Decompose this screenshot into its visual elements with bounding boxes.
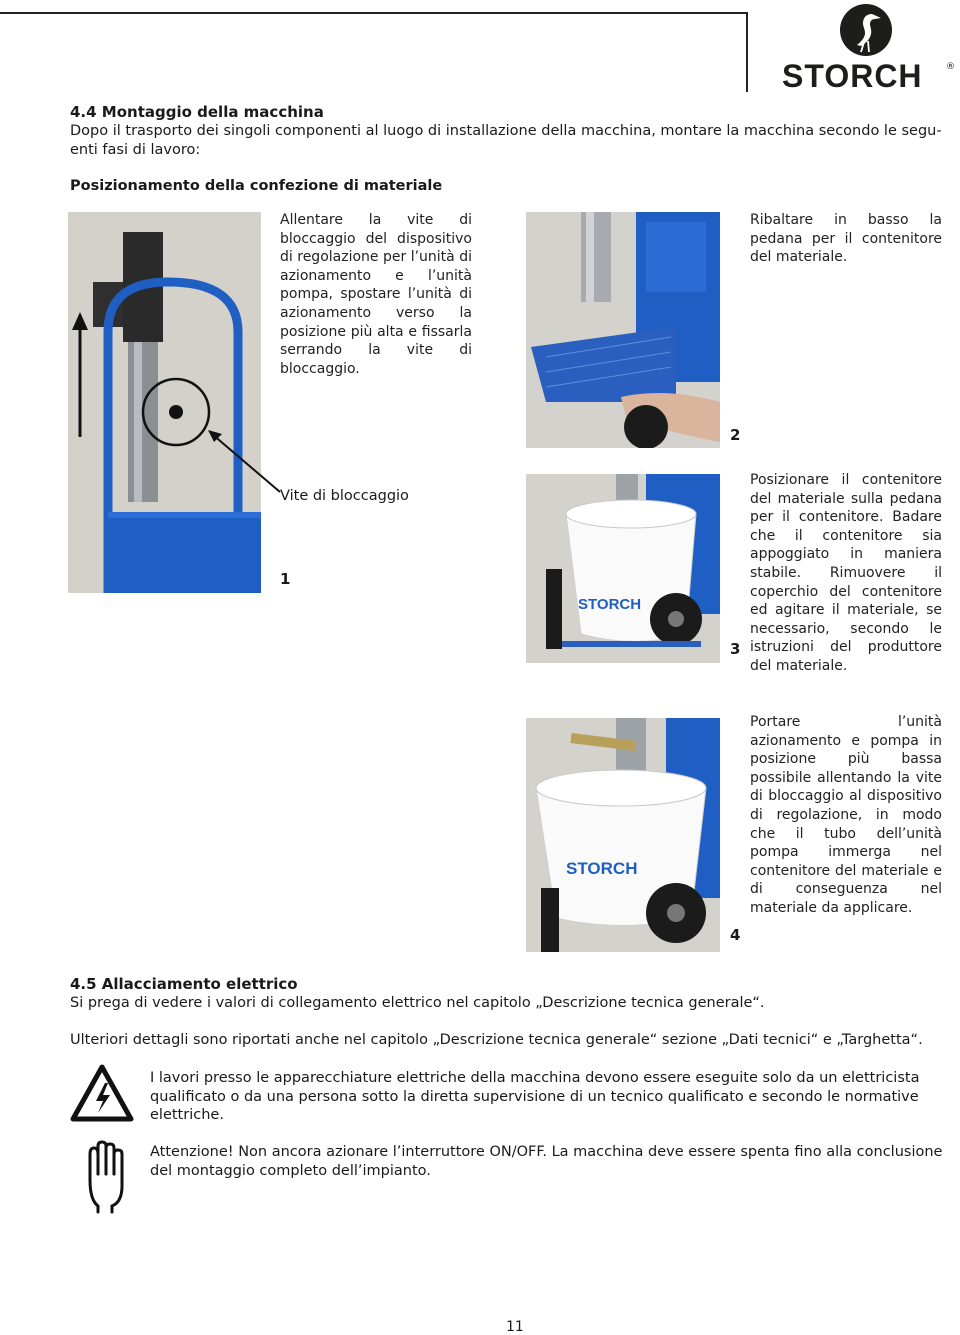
step-1-text: Allentare la vite di bloccaggio del dispositivo di regolazione per l’unità di azionamento e l’unità pompa, spostare l’unità di azionamento verso la posizione più alta e fissarla serrando la vite di bloccaggio.: [280, 212, 472, 377]
step-4-text: Portare l’unità azionamento e pompa in posizione più bassa possibile allentando la vite di bloccaggio al dispositivo di regolazione, in modo che il tubo dell’unità pompa immerga nel contenitore del materiale e di conseguenza nel materiale da applicare.: [750, 714, 942, 916]
step-3-text: Posizionare il contenitore del materiale sulla pedana per il contenitore. Badare che il contenitore sia appoggiato in maniera stabile. Rimuovere il coperchio del contenitore ed agitare il materiale, se necessario, secondo le istruzioni del produttore del materiale.: [750, 472, 942, 674]
intro-line-1: Dopo il trasporto dei singoli componenti al luogo di installazione della macchina, montare la macchina secondo le segu-: [70, 123, 942, 139]
callout-label: Vite di bloccaggio: [280, 488, 409, 504]
warning-1-text: I lavori presso le apparecchiature elettriche della macchina devono essere eseguite solo da un elettricista qualificato o da una persona sotto la diretta supervisione di un tecnico qualificato e secondo le normative elettriche.: [150, 1070, 920, 1123]
page-number: 11: [506, 1319, 524, 1335]
bucket-brand-4: STORCH: [566, 859, 638, 878]
warning-2-text: Attenzione! Non ancora azionare l’interruttore ON/OFF. La macchina deve essere spenta fino alla conclusione del montaggio completo dell’impianto.: [150, 1144, 943, 1179]
bucket-brand-3: STORCH: [578, 596, 642, 613]
figure-number-3: 3: [730, 640, 741, 658]
callout-arrow: [200, 420, 290, 500]
photo-4: [526, 718, 720, 952]
storch-logo-icon: [838, 2, 894, 58]
registered-mark: ®: [946, 62, 955, 72]
photo-2: [526, 212, 720, 448]
intro-line-2: enti fasi di lavoro:: [70, 142, 201, 158]
electric-hazard-icon: [70, 1063, 134, 1123]
figure-number-1: 1: [280, 570, 291, 588]
photo-3: [526, 474, 720, 663]
step-2-text: Ribaltare in basso la pedana per il contenitore del materiale.: [750, 212, 942, 266]
figure-number-2: 2: [730, 426, 741, 444]
stop-hand-icon: [82, 1140, 128, 1214]
section-4-5-line-2: Ulteriori dettagli sono riportati anche nel capitolo „Descrizione tecnica generale“ sezione „Dati tecnici“ e „Targhetta“.: [70, 1032, 923, 1048]
subheading: Posizionamento della confezione di materiale: [70, 178, 443, 194]
section-4-5-title: 4.5 Allacciamento elettrico: [70, 975, 298, 993]
section-4-5-line-1: Si prega di vedere i valori di collegamento elettrico nel capitolo „Descrizione tecnica generale“.: [70, 995, 765, 1011]
section-4-4-title: 4.4 Montaggio della macchina: [70, 103, 324, 121]
header-divider: [746, 12, 748, 92]
photo-1: [68, 212, 261, 593]
header-rule: [0, 12, 748, 14]
figure-number-4: 4: [730, 926, 741, 944]
brand-name: STORCH: [782, 58, 923, 94]
